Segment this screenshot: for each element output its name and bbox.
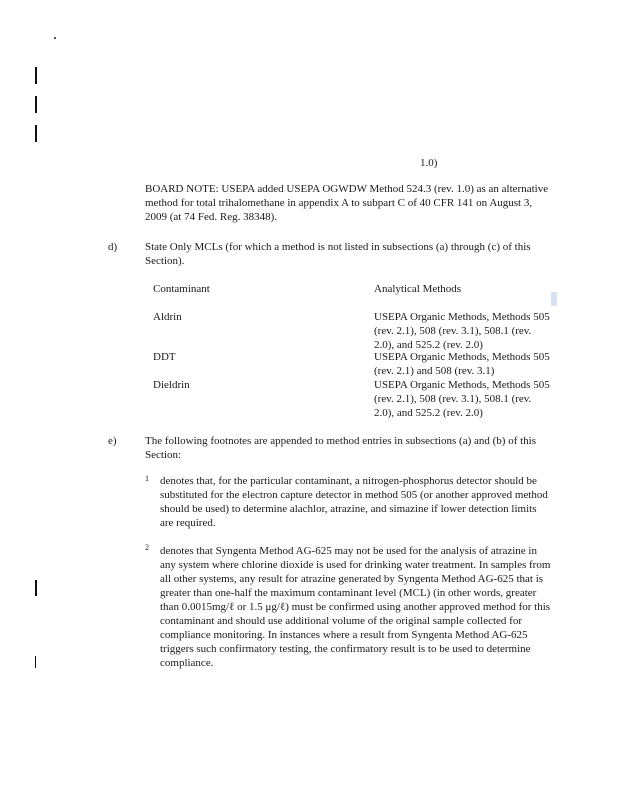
footnote-mark: 1 (145, 474, 149, 483)
change-bar (35, 580, 37, 596)
table-row-contaminant: DDT (153, 351, 176, 363)
change-bar (35, 125, 37, 142)
change-bar (35, 96, 37, 113)
footnote-text: denotes that Syngenta Method AG-625 may not be used for the analysis of atrazine in any system where chlorine dioxide is used for drinking water treatment. In samples from all other systems, any result for atrazine generated by Syngenta Method AG-625 that is greater than one-half the maximum contaminant level (MCL) (in other words, greater than 0.0015mg/ℓ or 1.5 μg/ℓ) must be confirmed using another approved method for this contaminant and should use additional volume of the original sample collected for compliance monitoring. In instances where a result from Syngenta Method AG-625 triggers such confirmatory testing, the confirmatory result is to be used to determine compliance. (160, 545, 551, 669)
board-note: BOARD NOTE: USEPA added USEPA OGWDW Method 524.3 (rev. 1.0) as an alternative method for total trihalomethane in appendix A to subpart C of 40 CFR 141 on August 3, 2009 (at 74 Fed. Reg. 38348). (145, 183, 549, 223)
change-bar (35, 67, 37, 84)
table-row-contaminant: Dieldrin (153, 379, 190, 391)
scan-speck (54, 37, 56, 39)
section-d-intro: State Only MCLs (for which a method is not listed in subsections (a) through (c) of this Section). (145, 241, 531, 267)
footnote-text: denotes that, for the particular contaminant, a nitrogen-phosphorus detector should be substituted for the electron capture detector in method 505 (or another approved method should be used) to determine alachlor, atrazine, and simazine if lower detection limits are required. (160, 475, 548, 529)
highlight-mark (551, 292, 557, 306)
section-e-intro: The following footnotes are appended to method entries in subsections (a) and (b) of this Section: (145, 435, 537, 461)
section-d-label: d) (108, 241, 118, 253)
table-row-contaminant: Aldrin (153, 311, 182, 323)
change-bar (35, 656, 36, 668)
table-header-contaminant: Contaminant (153, 283, 210, 295)
footnote-mark: 2 (145, 543, 149, 552)
table-row-method: USEPA Organic Methods, Methods 505 (rev. 2.1) and 508 (rev. 3.1) (374, 351, 550, 377)
section-e-label: e) (108, 435, 117, 447)
table-row-method: USEPA Organic Methods, Methods 505 (rev. 2.1), 508 (rev. 3.1), 508.1 (rev. 2.0), and 525.2 (rev. 2.0) (374, 379, 550, 419)
table-row-method: USEPA Organic Methods, Methods 505 (rev. 2.1), 508 (rev. 3.1), 508.1 (rev. 2.0), and 525.2 (rev. 2.0) (374, 311, 550, 351)
table-header-methods: Analytical Methods (374, 283, 462, 295)
page-fragment: 1.0) (420, 157, 438, 169)
